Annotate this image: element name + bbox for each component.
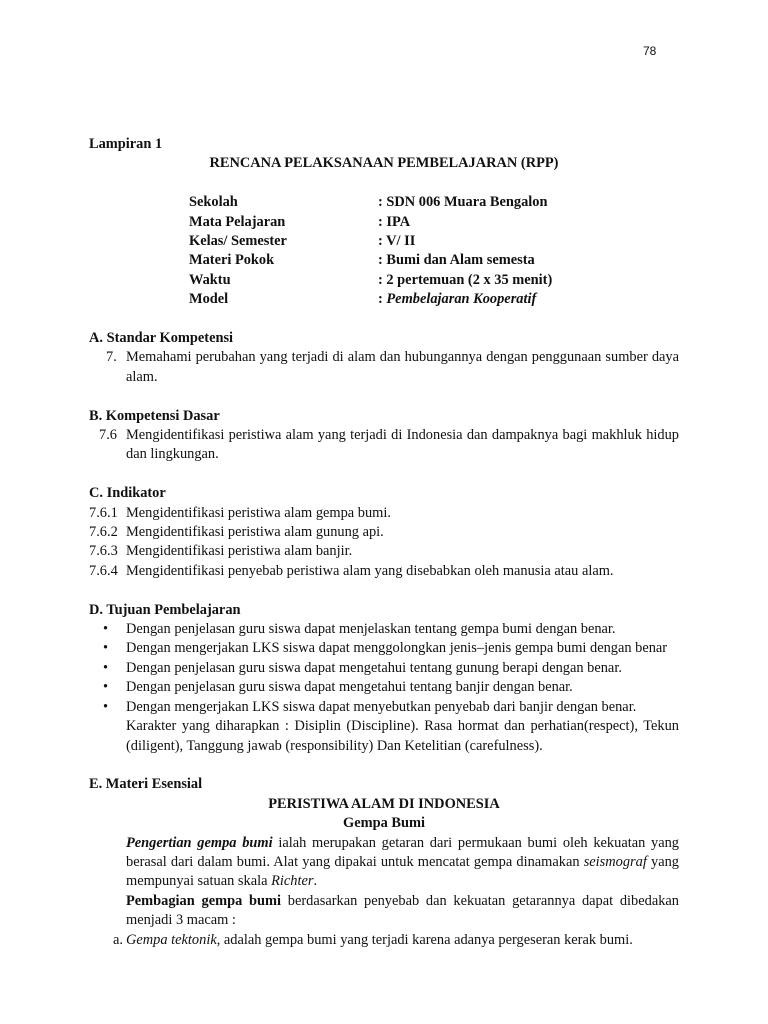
identity-table: [89, 193, 679, 309]
objective-text: Dengan mengerjakan LKS siswa dapat menggolongkan jenis–jenis gempa bumi dengan benar: [126, 640, 668, 657]
definition-text-3: .: [313, 873, 318, 890]
definition-text-2: yang mempunyai satuan skala: [126, 853, 679, 890]
bullet-icon: •: [103, 659, 109, 676]
indicator-number: 7.6.3: [89, 543, 118, 560]
indicator-text: Mengidentifikasi peristiwa alam banjir.: [126, 543, 353, 560]
objectives-list: [89, 620, 679, 717]
identity-label: Materi Pokok: [189, 252, 275, 269]
identity-row-model: [189, 290, 679, 309]
classification-term: Pembagian gempa bumi: [126, 892, 282, 909]
section-e-heading: E. Materi Esensial: [89, 776, 203, 793]
definition-text: ialah merupakan getaran dari permukaan bumi oleh kekuatan yang berasal dari dalam bumi. Alat yang dipakai untuk mencatat gempa dinamakan: [126, 834, 679, 870]
indicator-number: 7.6.1: [89, 504, 118, 521]
list-item: [89, 620, 679, 639]
section-c-heading: C. Indikator: [89, 485, 166, 502]
section-d-heading: D. Tujuan Pembelajaran: [89, 601, 241, 618]
identity-label: Mata Pelajaran: [189, 213, 286, 230]
competency-number: 7.6: [99, 427, 117, 444]
document-body: [89, 135, 679, 950]
document-title: RENCANA PELAKSANAAN PEMBELAJARAN (RPP): [209, 155, 559, 172]
indicator-number: 7.6.4: [89, 562, 118, 579]
identity-value: : IPA: [378, 213, 411, 230]
indicator-item: [89, 523, 679, 542]
seismograph-term: seismograf: [583, 853, 647, 870]
identity-row: [189, 271, 679, 290]
appendix-label: Lampiran 1: [89, 136, 163, 152]
page-number: 78: [643, 44, 657, 58]
standard-text: Memahami perubahan yang terjadi di alam dan hubungannya dengan penggunaan sumber daya alam.: [126, 349, 679, 385]
identity-row: [189, 251, 679, 270]
list-item: [89, 659, 679, 678]
objective-text: Dengan penjelasan guru siswa dapat mengetahui tentang gunung berapi dengan benar.: [126, 659, 622, 676]
list-item: [89, 639, 679, 658]
classification-text: berdasarkan penyebab dan kekuatan getarannya dapat dibedakan menjadi 3 macam :: [126, 892, 680, 929]
classification-paragraph: [89, 892, 679, 931]
section-b-heading: B. Kompetensi Dasar: [89, 407, 220, 424]
definition-term: Pengertian gempa bumi: [126, 834, 273, 851]
identity-row: [189, 193, 679, 212]
standard-item: [89, 348, 679, 387]
indicator-text: Mengidentifikasi peristiwa alam gempa bumi.: [126, 504, 391, 521]
identity-label: Kelas/ Semester: [189, 233, 287, 250]
identity-value: : Bumi dan Alam semesta: [378, 252, 535, 269]
identity-label: Waktu: [189, 271, 231, 288]
model-prefix: :: [378, 291, 387, 308]
indicator-item: [89, 504, 679, 523]
list-item: [89, 678, 679, 697]
definition-paragraph: [89, 834, 679, 892]
objective-text: Dengan mengerjakan LKS siswa dapat menyebutkan penyebab dari banjir dengan benar.: [126, 698, 637, 715]
competency-text: Mengidentifikasi peristiwa alam yang terjadi di Indonesia dan dampaknya bagi makhluk hidup dan lingkungan.: [126, 427, 679, 463]
identity-value: : SDN 006 Muara Bengalon: [378, 194, 548, 211]
indicator-item: [89, 562, 679, 581]
identity-label: Model: [189, 291, 229, 308]
list-item: [89, 698, 679, 717]
tectonic-term: Gempa tektonik: [126, 931, 217, 948]
standard-number: 7.: [106, 349, 117, 366]
indicator-item: [89, 542, 679, 561]
material-title: PERISTIWA ALAM DI INDONESIA: [268, 795, 500, 812]
character-text: Karakter yang diharapkan : Disiplin (Discipline). Rasa hormat dan perhatian(respect), Tekun (diligent), Tanggung jawab (responsibility) Dan Ketelitian (carefulness).: [126, 718, 679, 754]
competency-item: [89, 426, 679, 465]
identity-label: Sekolah: [189, 194, 238, 211]
model-value: Pembelajaran Kooperatif: [386, 291, 537, 308]
identity-value: [378, 290, 536, 309]
indicator-number: 7.6.2: [89, 524, 118, 541]
objective-text: Dengan penjelasan guru siswa dapat mengetahui tentang banjir dengan benar.: [126, 679, 573, 696]
objective-text: Dengan penjelasan guru siswa dapat menjelaskan tentang gempa bumi dengan benar.: [126, 621, 616, 638]
bullet-icon: •: [103, 698, 109, 715]
identity-value: : V/ II: [378, 233, 416, 250]
bullet-icon: •: [103, 679, 109, 696]
bullet-icon: •: [103, 640, 109, 657]
section-a-heading: A. Standar Kompetensi: [89, 330, 234, 347]
identity-row: [189, 232, 679, 251]
item-label: a.: [113, 931, 123, 948]
richter-term: Richter: [271, 873, 314, 890]
item-text: [126, 931, 679, 950]
indicator-text: Mengidentifikasi penyebab peristiwa alam yang disebabkan oleh manusia atau alam.: [126, 562, 614, 579]
identity-value: : 2 pertemuan (2 x 35 menit): [378, 271, 553, 288]
tectonic-text: , adalah gempa bumi yang terjadi karena adanya pergeseran kerak bumi.: [216, 931, 633, 948]
bullet-icon: •: [103, 621, 109, 638]
indicator-text: Mengidentifikasi peristiwa alam gunung api.: [126, 524, 384, 541]
material-subtitle: Gempa Bumi: [343, 815, 425, 832]
list-item: [89, 931, 679, 950]
identity-row: [189, 213, 679, 232]
